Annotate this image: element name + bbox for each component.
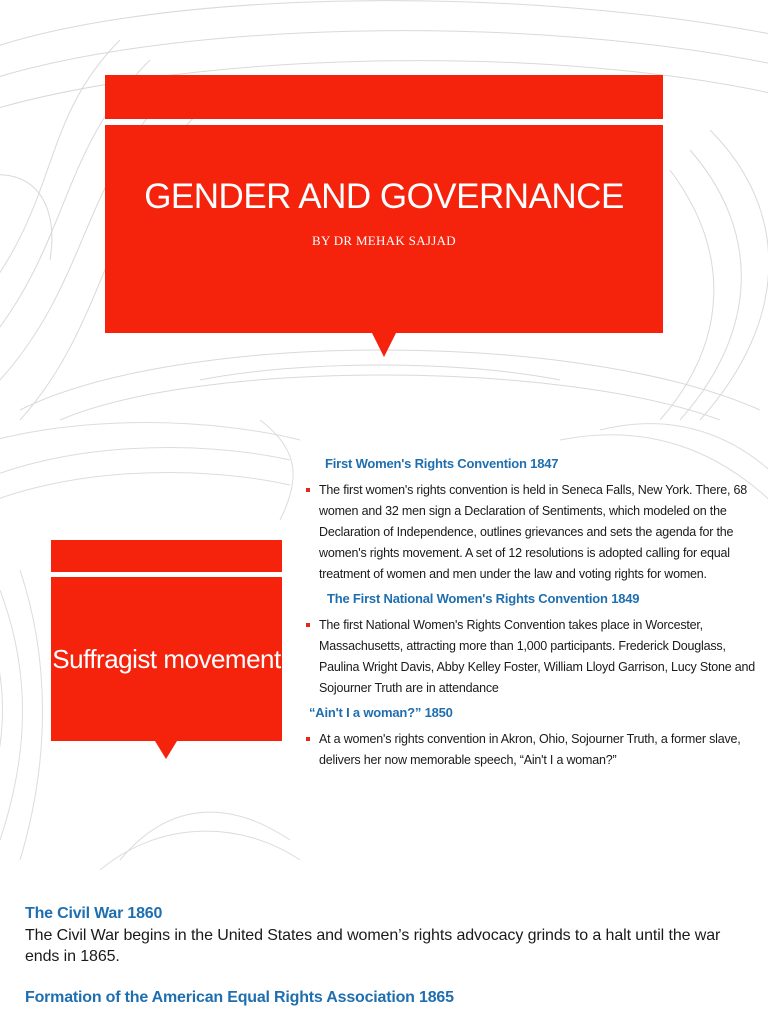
section-bullet: The first women's rights convention is held in Seneca Falls, New York. There, 68 women and 32 men sign a Declaration of Sentiments, which modeled on the Declaration of Independence, outlines grievances and sets the agenda for the women's rights movement. A set of 12 resolutions is adopted calling for equal treatment of women and men under the law and voting rights for women. — [305, 480, 760, 585]
suffragist-accent-bar — [51, 540, 282, 572]
section-bullet: The first National Women's Rights Convention takes place in Worcester, Massachusetts, attracting more than 1,000 participants. Frederick Douglass, Paulina Wright Davis, Abby Kelley Foster, William Lloyd Garrison, Lucy Stone and Sojourner Truth are in attendance — [305, 615, 760, 699]
slide-subtitle: BY DR MEHAK SAJJAD — [312, 233, 456, 248]
section-heading: “Ain't I a woman?” 1850 — [309, 705, 453, 720]
slide-title: GENDER AND GOVERNANCE — [144, 177, 624, 216]
title-slide — [0, 0, 768, 420]
section-heading: First Women's Rights Convention 1847 — [325, 456, 559, 471]
civil-war-text: The Civil War begins in the United States and women’s rights advocacy grinds to a halt until the war ends in 1865. — [25, 927, 721, 965]
title-box — [105, 125, 663, 333]
timeline-content — [25, 905, 745, 1007]
aera-heading: Formation of the American Equal Rights Association 1865 — [25, 989, 454, 1006]
civil-war-heading: The Civil War 1860 — [25, 905, 163, 922]
section-heading: The First National Women's Rights Convention 1849 — [327, 591, 640, 606]
suffragist-box-pointer — [155, 741, 177, 759]
title-accent-bar — [105, 75, 663, 119]
suffragist-title-box — [51, 577, 282, 741]
suffragist-slide — [0, 420, 768, 870]
section-bullet: At a women's rights convention in Akron, Ohio, Sojourner Truth, a former slave, delivers her now memorable speech, “Ain't I a woman?” — [305, 729, 760, 771]
suffragist-content — [305, 456, 760, 771]
suffragist-title: Suffragist movement — [52, 644, 281, 674]
title-box-pointer — [372, 333, 396, 357]
timeline-slide — [0, 870, 768, 1024]
